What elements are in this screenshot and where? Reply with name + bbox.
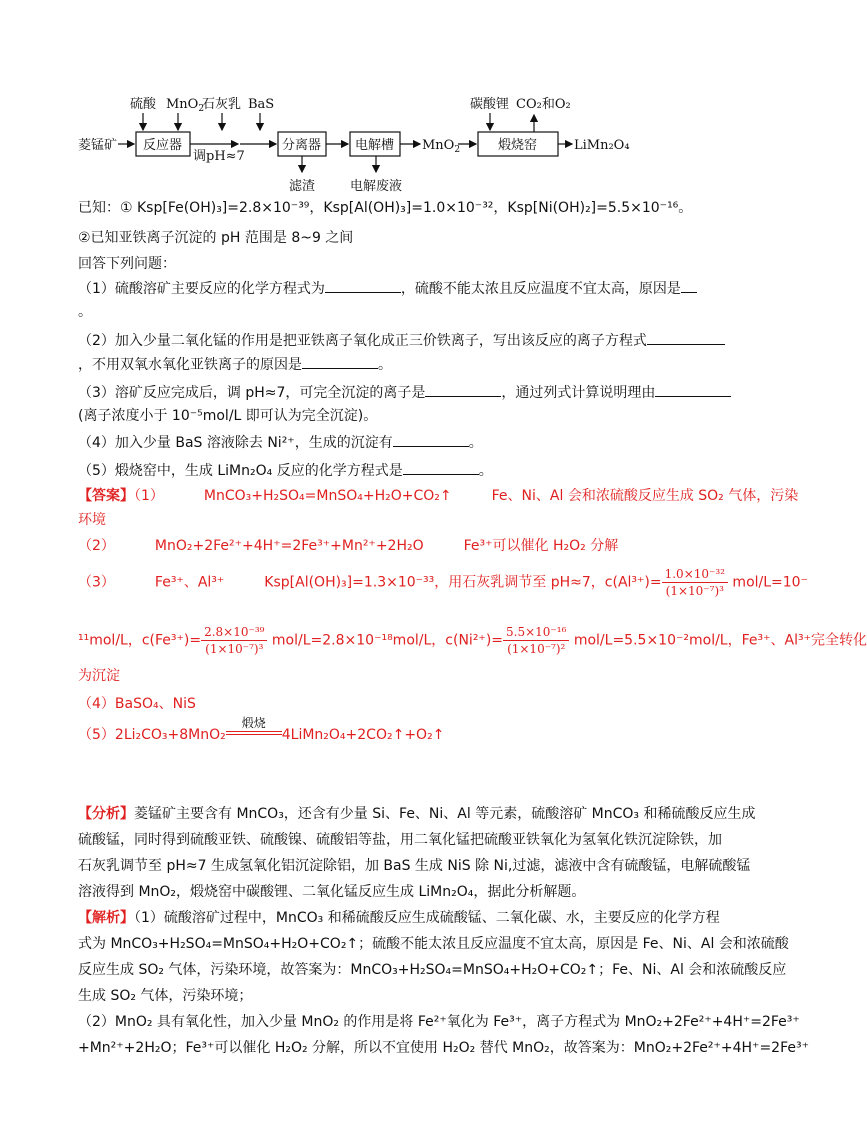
answer-blank — [325, 278, 401, 293]
condition-label: 煅烧 — [241, 716, 266, 730]
answer-3-ksp: Ksp[Al(OH)₃]=1.3×10⁻³³，用石灰乳调节至 pH≈7，c(Al³⁺)= — [264, 574, 662, 591]
answer-blank — [655, 382, 731, 397]
fraction-fe-num: 2.8×10⁻³⁹ — [201, 624, 267, 641]
answer-1-equation: MnCO₃+H₂SO₄=MnSO₄+H₂O+CO₂↑ — [203, 488, 452, 504]
separator-label: 分离器 — [282, 138, 322, 153]
gas-out-label: CO₂和O₂ — [516, 97, 571, 112]
explanation-line-4: 生成 SO₂ 气体，污染环境； — [78, 988, 253, 1004]
question-2 — [78, 330, 725, 351]
fraction-ni-num: 5.5×10⁻¹⁶ — [503, 624, 569, 641]
question-2-cont — [78, 354, 392, 375]
explanation-line-6: +Mn²⁺+2H₂O；Fe³⁺可以催化 H₂O₂ 分解，所以不宜使用 H₂O₂ 替代 MnO₂，故答案为：MnO₂+2Fe²⁺+4H⁺=2Fe³⁺ — [78, 1040, 809, 1056]
q4-text-a: （4）加入少量 BaS 溶液除去 Ni²⁺，生成的沉淀有 — [78, 435, 393, 451]
explanation-line-3: 反应生成 SO₂ 气体，污染环境，故答案为：MnCO₃+H₂SO₄=MnSO₄+H₂O+CO₂↑；Fe、Ni、Al 会和浓硫酸反应 — [78, 962, 787, 978]
electrolyzer-label: 电解槽 — [355, 138, 395, 153]
answer-2-reason: Fe³⁺可以催化 H₂O₂ 分解 — [463, 538, 619, 554]
q2-text-b: ，不用双氧水氧化亚铁离子的原因是 — [78, 357, 302, 373]
explanation-line-5: （2）MnO₂ 具有氧化性，加入少量 MnO₂ 的作用是将 Fe²⁺氧化为 Fe³⁺，离子方程式为 MnO₂+2Fe²⁺+4H⁺=2Fe³⁺ — [78, 1014, 800, 1030]
answer-3 — [78, 566, 808, 599]
questions-intro: 回答下列问题： — [78, 256, 176, 272]
q1-text-a: （1）硫酸溶矿主要反应的化学方程式为 — [78, 281, 325, 297]
ph-adjust-label: 调pH≈7 — [193, 149, 245, 164]
product-mno2: MnO$_2$ — [422, 138, 461, 155]
known-line-2: ②已知亚铁离子沉淀的 pH 范围是 8~9 之间 — [78, 230, 354, 246]
known-line-1: 已知：① Ksp[Fe(OH)₃]=2.8×10⁻³⁹，Ksp[Al(OH)₃]=1.0×10⁻³²，Ksp[Ni(OH)₂]=5.5×10⁻¹⁶。 — [78, 200, 693, 216]
process-flowchart — [0, 0, 800, 200]
answer-blank — [302, 354, 378, 369]
answer-3-line-3: 为沉淀 — [78, 668, 120, 684]
answer-3-fe-prefix: ¹¹mol/L，c(Fe³⁺)= — [78, 632, 202, 649]
answer-3-ni-result: mol/L=5.5×10⁻²mol/L，Fe³⁺、Al³⁺完全转化 — [569, 632, 867, 649]
q2-text-a: （2）加入少量二氧化锰的作用是把亚铁离子氧化成正三价铁离子，写出该反应的离子方程式 — [78, 333, 647, 349]
answer-blank — [393, 432, 469, 447]
question-5 — [78, 460, 493, 481]
answer-2-equation: MnO₂+2Fe²⁺+4H⁺=2Fe³⁺+Mn²⁺+2H₂O — [154, 538, 424, 554]
raw-material-label: 菱锰矿 — [78, 138, 118, 153]
answer-3-fe-result: mol/L=2.8×10⁻¹⁸mol/L，c(Ni²⁺)= — [267, 632, 504, 649]
analysis-text-1: 菱锰矿主要含有 MnCO₃，还含有少量 Si、Fe、Ni、Al 等元素，硫酸溶矿 MnCO₃ 和稀硫酸反应生成 — [134, 806, 756, 822]
question-4 — [78, 432, 483, 453]
fraction-al — [662, 566, 728, 599]
explanation-text-1: （1）硫酸溶矿过程中，MnCO₃ 和稀硫酸反应生成硫酸锰、二氧化碳、水，主要反应的化学方程 — [134, 910, 720, 926]
reagent-lime: 石灰乳 — [202, 97, 242, 112]
reaction-condition — [226, 716, 282, 745]
question-3 — [78, 382, 731, 403]
answer-3-ions: Fe³⁺、Al³⁺ — [154, 574, 225, 591]
q5-text-a: （5）煅烧窑中，生成 LiMn₂O₄ 反应的化学方程式是 — [78, 463, 403, 479]
fraction-ni — [503, 624, 569, 657]
reactor-label: 反应器 — [143, 138, 183, 153]
answer-2 — [78, 536, 618, 556]
fraction-al-den: (1×10⁻⁷)³ — [665, 584, 724, 598]
answer-5-products: 4LiMn₂O₄+2CO₂↑+O₂↑ — [281, 727, 445, 743]
answer-5 — [78, 716, 444, 762]
double-line — [226, 731, 282, 735]
explanation-label: 【解析】 — [78, 910, 134, 926]
fraction-fe — [201, 624, 267, 657]
analysis-label: 【分析】 — [78, 806, 134, 822]
explanation-line-1 — [78, 908, 720, 928]
answer-1 — [78, 486, 798, 506]
q5-text-b: 。 — [478, 463, 493, 479]
waste-label: 电解废液 — [350, 179, 403, 194]
answer-1-reason: Fe、Ni、Al 会和浓硫酸反应生成 SO₂ 气体，污染 — [491, 488, 799, 504]
answer-3-num: （3） — [78, 574, 115, 591]
q1-end: 。 — [78, 304, 92, 320]
question-1 — [78, 278, 697, 299]
analysis-line-2: 硫酸锰，同时得到硫酸亚铁、硫酸镍、硫酸铝等盐，用二氧化锰把硫酸亚铁氧化为氢氧化铁沉淀除铁，加 — [78, 832, 722, 848]
reagent-li2co3: 碳酸锂 — [470, 97, 510, 112]
q3-note: (离子浓度小于 10⁻⁵mol/L 即可认为完全沉淀)。 — [78, 408, 378, 424]
answer-1-cont: 环境 — [78, 512, 106, 528]
fraction-ni-den: (1×10⁻⁷)² — [507, 642, 566, 656]
answer-blank — [681, 278, 697, 293]
reagent-bas: BaS — [248, 97, 275, 112]
fraction-fe-den: (1×10⁻⁷)³ — [205, 642, 264, 656]
answer-label: 【答案】 — [78, 488, 134, 504]
answer-2-num: （2） — [78, 538, 115, 554]
kiln-label: 煅烧窑 — [498, 138, 538, 153]
answer-4: （4）BaSO₄、NiS — [78, 696, 196, 712]
explanation-line-2: 式为 MnCO₃+H₂SO₄=MnSO₄+H₂O+CO₂↑；硫酸不能太浓且反应温度不宜太高，原因是 Fe、Ni、Al 会和浓硫酸 — [78, 936, 789, 952]
q3-text-a: （3）溶矿反应完成后，调 pH≈7，可完全沉淀的离子是 — [78, 385, 426, 401]
q1-text-b: ，硫酸不能太浓且反应温度不宜太高，原因是 — [400, 281, 681, 297]
analysis-line-1 — [78, 804, 755, 824]
fraction-al-num: 1.0×10⁻³² — [662, 566, 728, 583]
q3-text-b: ，通过列式计算说明理由 — [501, 385, 656, 401]
q4-text-b: 。 — [468, 435, 483, 451]
q2-text-c: 。 — [378, 357, 392, 373]
answer-3-tail: mol/L=10⁻ — [727, 574, 808, 591]
analysis-line-4: 溶液得到 MnO₂，煅烧窑中碳酸锂、二氧化锰反应生成 LiMn₂O₄，据此分析解题。 — [78, 884, 586, 900]
answer-blank — [425, 382, 501, 397]
reagent-h2so4: 硫酸 — [130, 97, 157, 112]
final-product: LiMn₂O₄ — [574, 138, 630, 153]
answer-blank — [647, 330, 725, 345]
residue-label: 滤渣 — [289, 179, 316, 194]
analysis-line-3: 石灰乳调节至 pH≈7 生成氢氧化铝沉淀除铝，加 BaS 生成 NiS 除 Ni,过滤，滤液中含有硫酸锰，电解硫酸锰 — [78, 858, 751, 874]
answer-1-num: （1） — [134, 488, 164, 504]
reagent-mno2: MnO$_2$ — [166, 97, 205, 114]
answer-blank — [403, 460, 479, 475]
answer-3-line-2 — [78, 624, 867, 657]
answer-5-reactants: （5）2Li₂CO₃+8MnO₂ — [78, 727, 226, 743]
